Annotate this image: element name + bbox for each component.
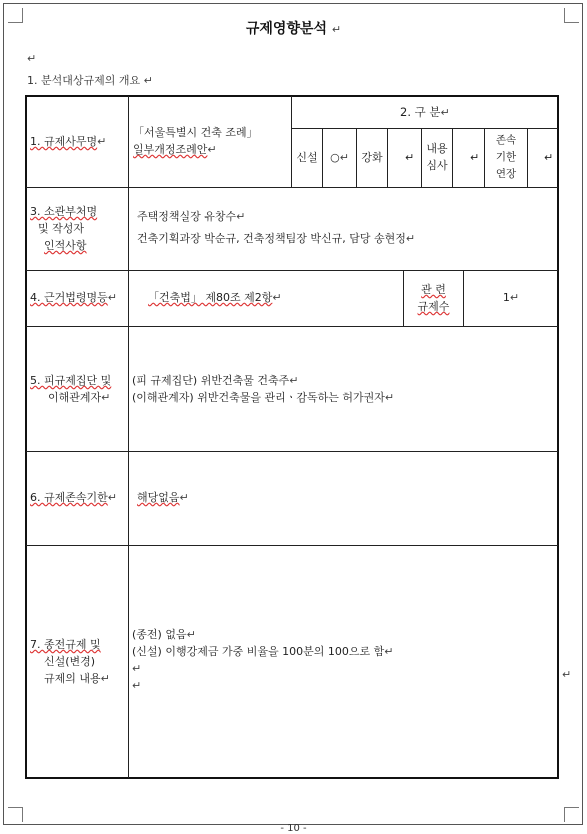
related-regulations-line1: 관 련 [421,283,446,296]
table-line [291,96,292,187]
row3-label-line1: 3. 소관부처명 [30,205,98,218]
document-title-text: 규제영향분석 [245,21,328,37]
row3-value-line2: 건축기획과장 박순규, 건축정책팀장 박신규, 담당 송현정 [137,232,406,245]
row6-label[interactable] [30,489,117,506]
section-heading-text: 1. 분석대상규제의 개요 [27,74,141,87]
paragraph-mark: ↵ [107,291,117,304]
row5-label[interactable] [30,372,111,406]
row3-label[interactable] [30,203,97,254]
paragraph-mark: ↵ [562,668,572,681]
related-regulations-count-text: 1 [502,291,510,304]
paragraph-mark: ↵ [272,291,282,304]
page-corner-bottom-left [8,807,23,822]
row7-label-line2: 신설(변경) [44,655,96,668]
row1-value-line2: 일부개정조례안 [133,143,208,156]
table-line [128,96,129,778]
related-regulations-label[interactable] [404,281,463,315]
paragraph-mark: ↵ [384,391,395,404]
paragraph-mark: ↵ [132,679,142,692]
row1-label[interactable] [30,133,106,150]
type-sunset-extension-label[interactable] [485,132,527,183]
related-regulations-line2: 규제수 [417,300,450,313]
paragraph-mark: ↵ [339,151,349,164]
paragraph-mark: ↵ [97,135,107,148]
row7-value-line1: (종전) 없음 [132,628,187,641]
paragraph-mark: ↵ [405,151,415,164]
paragraph-mark: ↵ [509,291,520,304]
paragraph-mark: ↵ [100,672,110,685]
paragraph-mark: ↵ [143,74,153,87]
type-content-review-line1: 내용 [426,142,448,155]
table-line [26,326,558,327]
row3-label-line2: 및 작성자 [38,222,85,235]
paragraph-mark: ↵ [440,106,450,119]
row4-label[interactable] [30,289,117,306]
row6-value[interactable] [137,489,189,506]
type-content-review-label[interactable] [422,140,452,174]
row5-label-line1: 5. 피규제집단 및 [30,374,112,387]
row1-value[interactable] [133,124,258,158]
paragraph-mark: ↵ [470,151,480,164]
row5-value-line1: (피 규제집단) 위반건축물 건축주 [132,374,290,387]
row3-value[interactable] [137,208,415,247]
row7-label-line1: 7. 종전규제 및 [30,638,101,651]
paragraph-mark: ↵ [544,151,554,164]
paragraph-mark: ↵ [101,391,111,404]
row5-value-line2: (이해관계자) 위반건축물을 관리ㆍ감독하는 허가권자 [132,391,385,404]
row4-value-text: 「건축법」 제80조 제2항 [148,291,273,304]
paragraph-mark: ↵ [27,52,37,65]
document-title[interactable] [0,18,587,38]
type-strengthen-label[interactable]: 강화 [361,151,383,164]
paragraph-mark: ↵ [186,628,196,641]
page-number: - 10 - [280,823,307,834]
paragraph-mark: ↵ [179,491,189,504]
type-content-review-line2: 심사 [426,159,448,172]
paragraph-mark: ↵ [331,23,342,36]
table-line [26,451,558,452]
type-new-mark[interactable] [323,149,356,166]
row6-value-text: 해당없음 [137,491,180,504]
paragraph-mark: ↵ [132,662,142,675]
table-line [452,128,453,187]
table-line [26,270,558,271]
type-new-mark-text: ○ [330,151,340,164]
page-corner-bottom-right [564,807,579,822]
table-line [527,128,528,187]
type-sunset-line2: 기한 [495,151,517,163]
table-line [26,545,558,546]
paragraph-mark: ↵ [405,232,416,245]
type-new-label[interactable]: 신설 [296,151,318,164]
row3-label-line3: 인적사항 [44,239,87,252]
section-heading[interactable] [27,72,153,88]
table-line [291,128,558,129]
row3-value-line1: 주택정책실장 유창수 [137,210,237,223]
type-sunset-line1: 존속 [495,134,517,146]
row1-value-line1: 「서울특별시 건축 조례」 [133,126,258,139]
row7-label[interactable] [30,636,110,687]
table-line [26,187,558,188]
type-sunset-line3: 연장 [495,168,517,180]
paragraph-mark: ↵ [207,143,217,156]
row4-label-text: 4. 근거법령명등 [30,291,108,304]
related-regulations-count[interactable] [464,289,558,306]
row7-label-line3: 규제의 내용 [44,672,101,685]
classification-header[interactable] [400,104,450,120]
row4-value[interactable] [148,289,282,306]
classification-header-text: 2. 구 분 [400,105,441,119]
row7-value[interactable] [132,626,393,694]
row7-value-line2: (신설) 이행강제금 가중 비율을 100분의 100으로 함 [132,645,385,658]
paragraph-mark: ↵ [236,210,246,223]
row5-value[interactable] [132,372,394,406]
row1-label-text: 1. 규제사무명 [30,135,98,148]
paragraph-mark: ↵ [289,374,299,387]
table-line [387,128,388,187]
paragraph-mark: ↵ [107,491,117,504]
row5-label-line2: 이해관계자 [48,391,102,404]
paragraph-mark: ↵ [384,645,394,658]
row6-label-text: 6. 규제존속기한 [30,491,108,504]
